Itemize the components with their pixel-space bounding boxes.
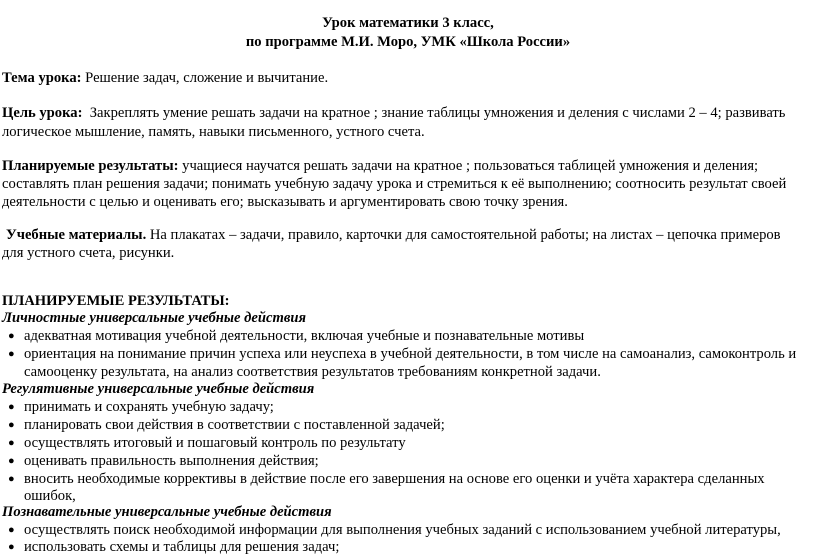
regulatory-item-4: оценивать правильность выполнения действия; — [24, 453, 319, 469]
regulatory-item-1: принимать и сохранять учебную задачу; — [24, 399, 274, 415]
planned-results-heading-text: ПЛАНИРУЕМЫЕ РЕЗУЛЬТАТЫ: — [2, 293, 230, 309]
regulatory-item-5-line-1: вносить необходимые коррективы в действие после его завершения на основе его оценки и учёта характера сделанных — [24, 471, 765, 487]
bullet-icon: ● — [8, 419, 15, 431]
bullet-icon: ● — [8, 401, 15, 413]
results-label: Планируемые результаты: — [2, 158, 179, 174]
personal-item-2-line-1: ориентация на понимание причин успеха или неуспеха в учебной деятельности, в том числе на самоанализ, самоконтроль и — [24, 346, 797, 362]
planned-results-heading — [2, 292, 230, 310]
cognitive-item-1: осуществлять поиск необходимой информации для выполнения учебных заданий с использованием учебной литературы, — [24, 522, 781, 538]
bullet-icon: ● — [8, 348, 15, 360]
results-line-1 — [2, 157, 758, 175]
topic-text: Решение задач, сложение и вычитание. — [85, 70, 329, 86]
materials-label: Учебные материалы. — [6, 227, 147, 243]
bullet-icon: ● — [8, 437, 15, 449]
regulatory-heading: Регулятивные универсальные учебные действия — [2, 381, 315, 397]
regulatory-item-3: осуществлять итоговый и пошаговый контроль по результату — [24, 435, 406, 451]
cognitive-heading: Познавательные универсальные учебные действия — [2, 504, 332, 520]
goal-line-2: логическое мышление, память, навыки письменного, устного счета. — [2, 124, 425, 140]
results-line-2: составлять план решения задачи; понимать учебную задачу урока и стремиться к её выполнению; соотносить результат своей — [2, 176, 787, 192]
bullet-icon: ● — [8, 330, 15, 342]
topic-line — [2, 69, 328, 87]
personal-item-1: адекватная мотивация учебной деятельности, включая учебные и познавательные мотивы — [24, 328, 585, 344]
personal-item-2-line-2: самооценку результата, на анализ соответствия результатов требованиям конкретной задачи. — [24, 364, 601, 380]
results-text-1: учащиеся научатся решать задачи на кратное ; пользоваться таблицей умножения и деления; — [182, 158, 759, 174]
results-line-3: деятельности с целью и оценивать его; высказывать и аргументировать свою точку зрения. — [2, 194, 568, 210]
header-line-2: по программе М.И. Моро, УМК «Школа России» — [245, 34, 571, 50]
regulatory-item-5-line-2: ошибок, — [24, 488, 76, 504]
cognitive-item-2: использовать схемы и таблицы для решения задач; — [24, 539, 340, 555]
bullet-icon: ● — [8, 541, 15, 553]
goal-text-1: Закреплять умение решать задачи на кратное ; знание таблицы умножения и деления с числами 2 – 4; развивать — [89, 105, 786, 121]
regulatory-item-2: планировать свои действия в соответствии с поставленной задачей; — [24, 417, 445, 433]
personal-heading: Личностные универсальные учебные действия — [2, 310, 306, 326]
materials-text-1: На плакатах – задачи, правило, карточки для самостоятельной работы; на листах – цепочка примеров — [149, 227, 781, 243]
goal-line-1 — [2, 104, 785, 122]
materials-line-1 — [6, 226, 781, 244]
bullet-icon: ● — [8, 473, 15, 485]
bullet-icon: ● — [8, 455, 15, 467]
topic-label: Тема урока: — [2, 70, 82, 86]
materials-line-2: для устного счета, рисунки. — [2, 245, 175, 261]
bullet-icon: ● — [8, 524, 15, 536]
header-line-1: Урок математики 3 класс, — [322, 15, 494, 31]
goal-label: Цель урока: — [2, 105, 83, 121]
